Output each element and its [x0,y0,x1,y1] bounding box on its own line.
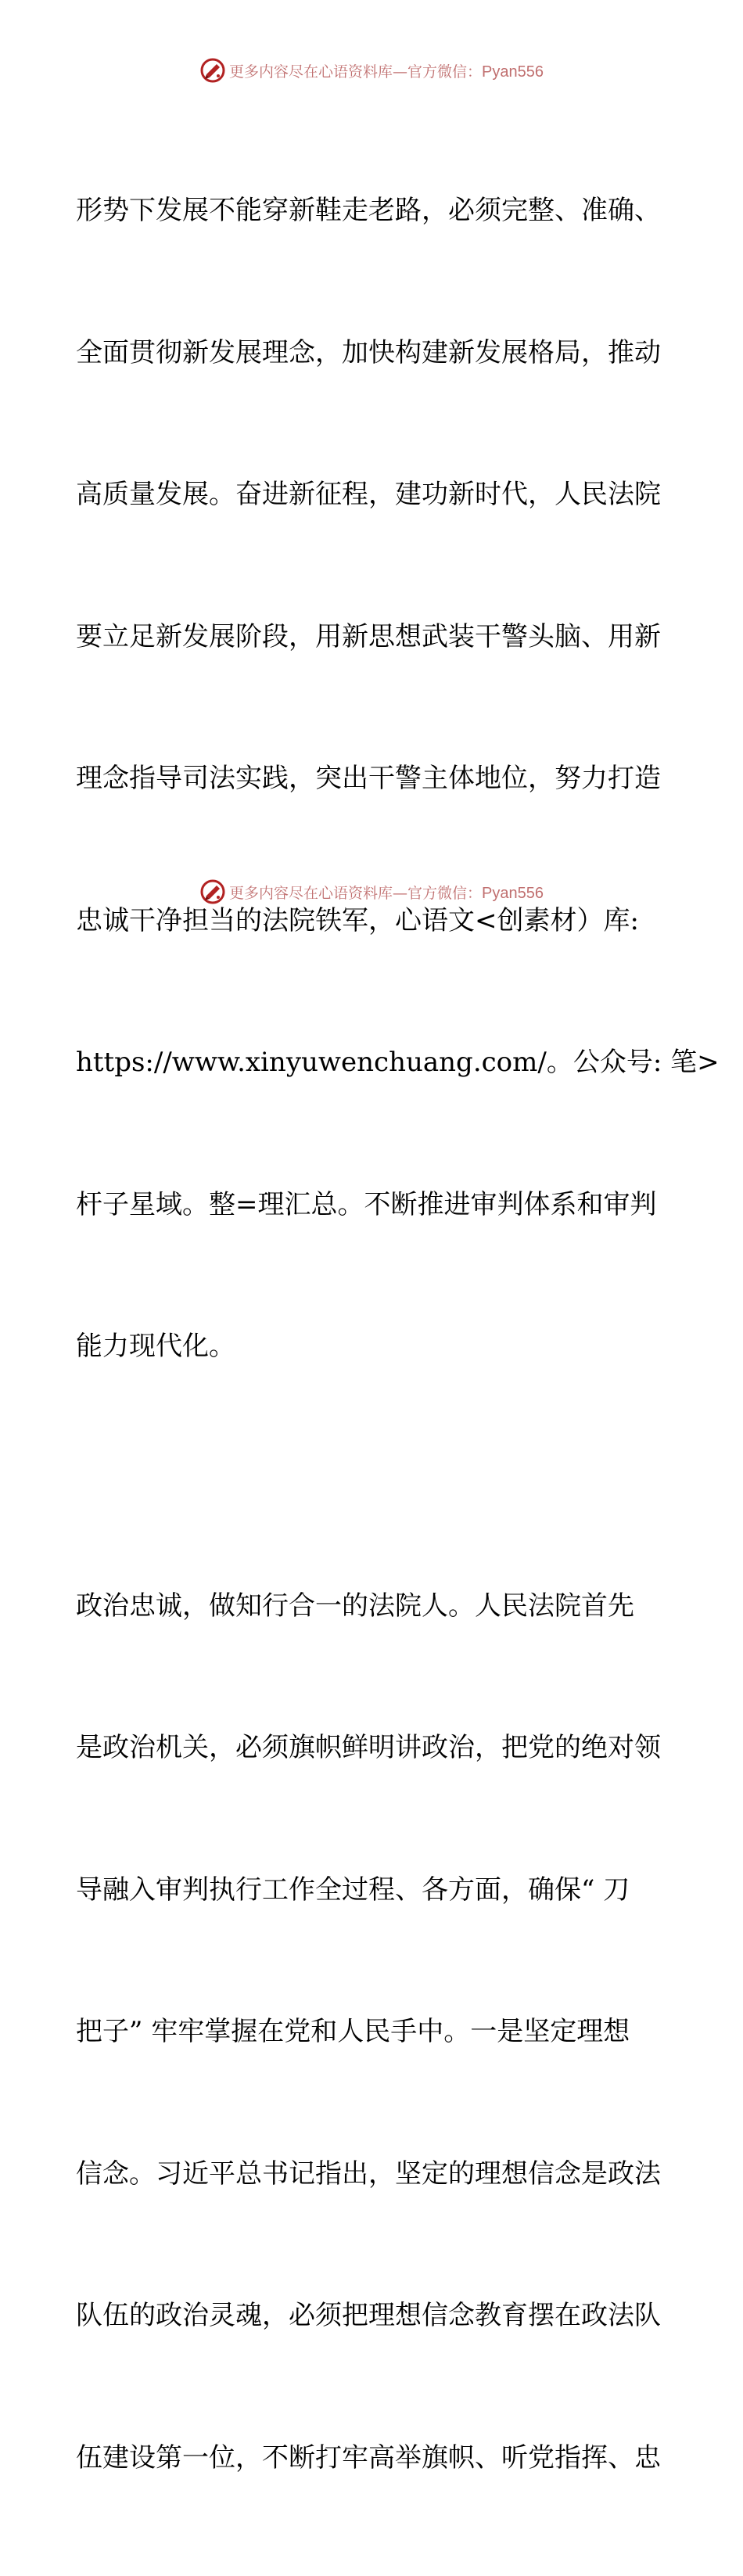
text-line: 能力现代化。 [76,1323,670,1371]
paragraph-1 [76,92,670,1465]
text-line: 忠诚干净担当的法院铁军，心语文<创素材）库: [76,897,670,945]
header-text: 更多内容尽在心语资料库—官方微信： [229,63,482,81]
pen-logo-icon [199,878,226,905]
footer-banner [0,876,743,907]
text-line: 伍建设第一位，不断打牢高举旗帜、听党指挥、忠 [76,2434,670,2482]
footer-text: 更多内容尽在心语资料库—官方微信： [229,885,482,902]
text-line: 要立足新发展阶段，用新思想武装干警头脑、用新 [76,613,670,661]
text-line: 高质量发展。奋进新征程，建功新时代，人民法院 [76,471,670,519]
text-line: 杆子星域。整=理汇总。不断推进审判体系和审判 [76,1181,670,1229]
paragraph-2 [76,1488,670,2576]
text-line: 队伍的政治灵魂，必须把理想信念教育摆在政法队 [76,2292,670,2340]
text-line: 政治忠诚，做知行合一的法院人。人民法院首先 [76,1583,670,1630]
text-line: https://www.xinyuwenchuang.com/。公众号: 笔> [76,1039,670,1087]
text-line: 理念指导司法实践，突出干警主体地位，努力打造 [76,755,670,803]
footer-wechat-id: Pyan556 [482,885,544,902]
header-banner-text [229,60,544,81]
header-wechat-id: Pyan556 [482,63,544,81]
header-banner [0,55,743,86]
text-line: 全面贯彻新发展理念，加快构建新发展格局，推动 [76,329,670,377]
text-line: 信念。习近平总书记指出，坚定的理想信念是政法 [76,2150,670,2198]
text-line: 把子” 牢牢掌握在党和人民手中。一是坚定理想 [76,2008,670,2056]
text-line: 形势下发展不能穿新鞋走老路，必须完整、准确、 [76,187,670,235]
document-body [76,92,670,2576]
text-line: 导融入审判执行工作全过程、各方面，确保“ 刀 [76,1866,670,1914]
pen-logo-icon [199,57,226,84]
footer-banner-text [229,882,544,903]
text-line: 是政治机关，必须旗帜鲜明讲政治，把党的绝对领 [76,1724,670,1772]
